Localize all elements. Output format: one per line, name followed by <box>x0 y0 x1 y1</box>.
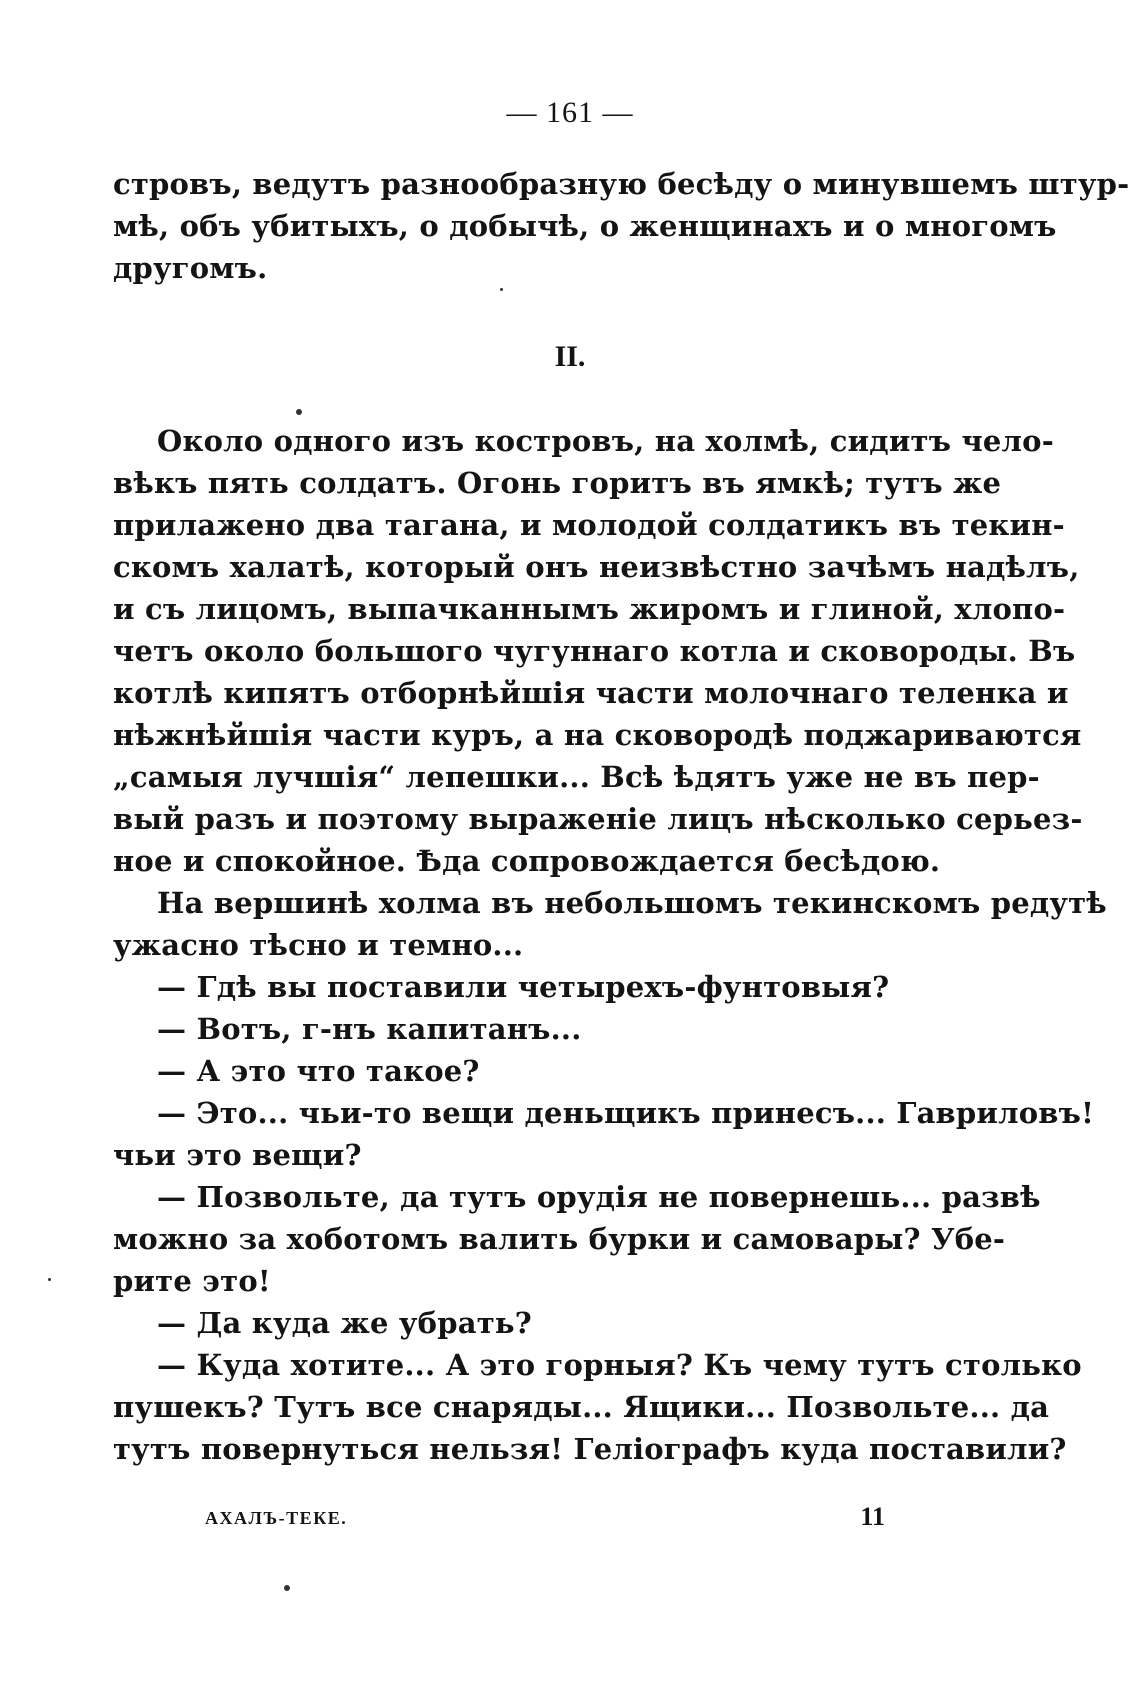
text-line: „самыя лучшія“ лепешки... Всѣ ѣдятъ уже не въ пер- <box>113 760 1040 794</box>
dialogue-line: — Да куда же убрать? <box>157 1306 532 1340</box>
continuation-text <box>113 163 1130 289</box>
dialogue-line: чьи это вещи? <box>113 1138 362 1172</box>
dialogue-line: — Это... чьи-то вещи деньщикъ принесъ... Гавриловъ! <box>157 1096 1095 1130</box>
section-body <box>113 420 1107 1470</box>
text-line: На вершинѣ холма въ небольшомъ текинскомъ редутѣ <box>157 886 1107 920</box>
text-line: и съ лицомъ, выпачканнымъ жиромъ и глиной, хлопо- <box>113 592 1066 626</box>
text-line: четъ около большого чугуннаго котла и сковороды. Въ <box>113 634 1076 668</box>
text-line: ное и спокойное. Ѣда сопровождается бесѣдою. <box>113 844 941 878</box>
text-line: вѣкъ пять солдатъ. Огонь горитъ въ ямкѣ; тутъ же <box>113 466 1002 500</box>
dialogue-line: можно за хоботомъ валить бурки и самовары? Убе- <box>113 1222 1006 1256</box>
text-line: скомъ халатѣ, который онъ неизвѣстно зачѣмъ надѣлъ, <box>113 550 1080 584</box>
text-line: котлѣ кипятъ отборнѣйшія части молочнаго теленка и <box>113 676 1069 710</box>
signature-mark: АХАЛЪ-ТЕКЕ. <box>205 1508 348 1528</box>
text-line: нѣжнѣйшія части куръ, а на сковородѣ поджариваются <box>113 718 1082 752</box>
text-line: ужасно тѣсно и темно... <box>113 928 524 962</box>
text-line: стровъ, ведутъ разнообразную бесѣду о минувшемъ штур- <box>113 167 1130 201</box>
sheet-number: 11 <box>860 1502 885 1531</box>
text-line: другомъ. <box>113 251 268 285</box>
scan-speck <box>500 288 503 291</box>
dialogue-line: — Куда хотите... А это горныя? Къ чему тутъ столько <box>157 1348 1082 1382</box>
dialogue-line: тутъ повернуться нельзя! Геліографъ куда поставили? <box>113 1432 1067 1466</box>
dialogue-line: — Вотъ, г-нъ капитанъ... <box>157 1012 582 1046</box>
dialogue-line: рите это! <box>113 1264 271 1298</box>
text-line: Около одного изъ костровъ, на холмѣ, сидитъ чело- <box>157 424 1054 458</box>
section-heading: II. <box>554 340 586 373</box>
text-line: прилажено два тагана, и молодой солдатикъ въ текин- <box>113 508 1065 542</box>
dialogue-line: — Гдѣ вы поставили четырехъ-фунтовыя? <box>157 970 890 1004</box>
scan-speck <box>296 409 302 415</box>
page-number: — 161 — <box>506 96 634 129</box>
text-line: мѣ, объ убитыхъ, о добычѣ, о женщинахъ и о многомъ <box>113 209 1057 243</box>
text-line: вый разъ и поэтому выраженіе лицъ нѣсколько серьез- <box>113 802 1083 836</box>
dialogue-line: пушекъ? Тутъ все снаряды... Ящики... Позвольте... да <box>113 1390 1050 1424</box>
scan-speck <box>284 1585 290 1591</box>
dialogue-line: — А это что такое? <box>157 1054 480 1088</box>
scan-speck <box>48 1278 51 1281</box>
dialogue-line: — Позвольте, да тутъ орудія не повернешь... развѣ <box>157 1180 1041 1214</box>
